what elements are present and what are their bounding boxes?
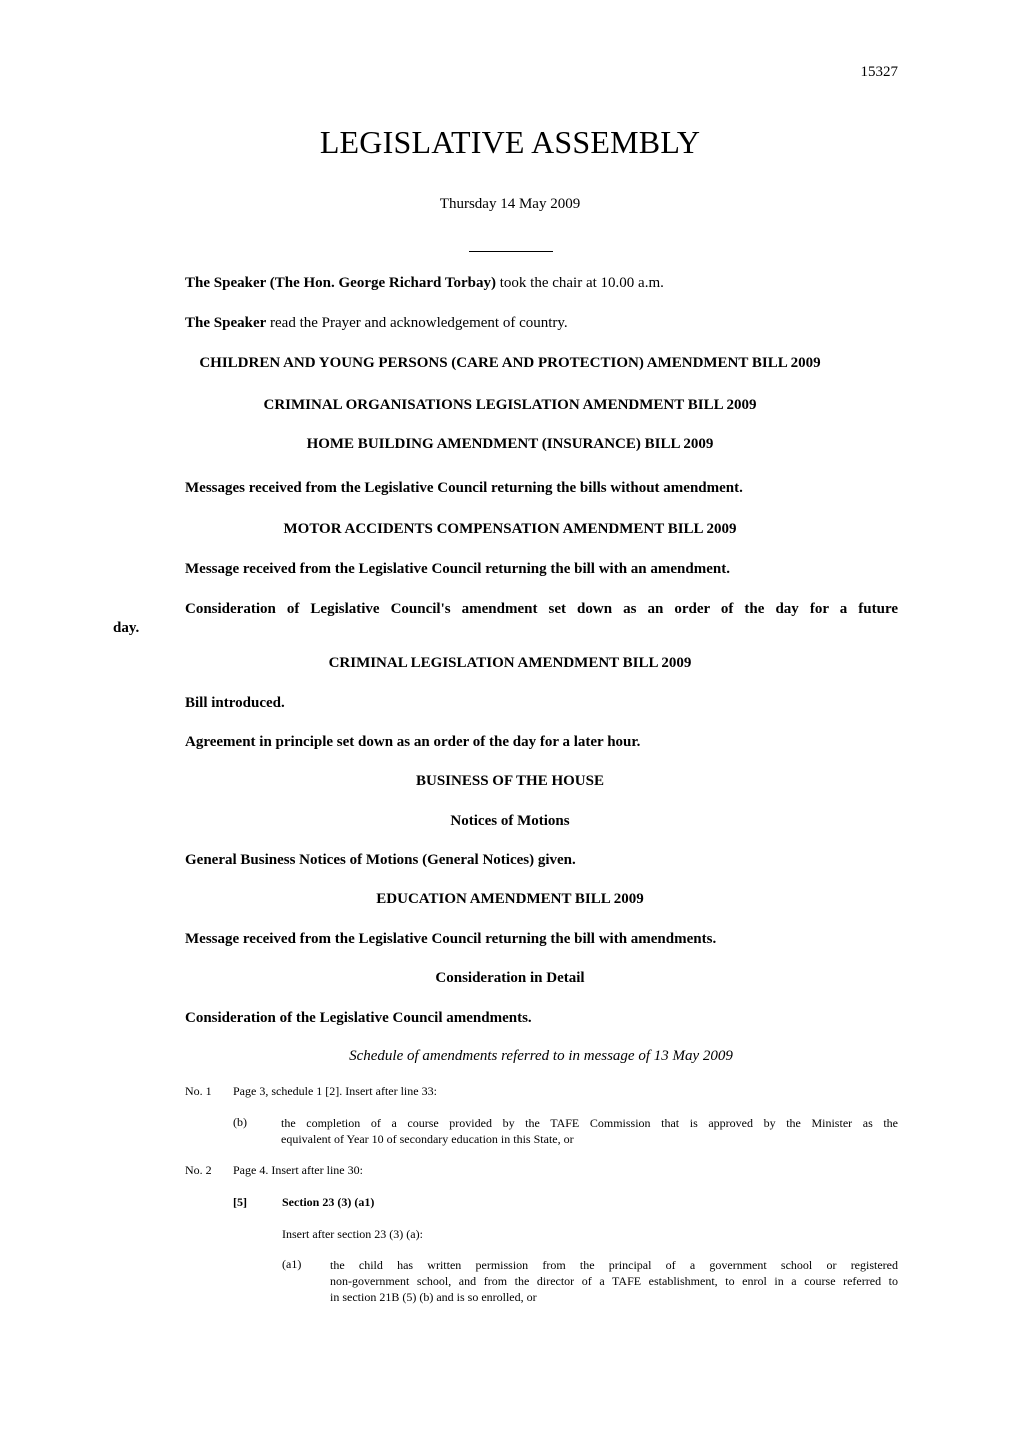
heading-education-bill: EDUCATION AMENDMENT BILL 2009: [376, 891, 644, 907]
heading-criminal-org-bill: CRIMINAL ORGANISATIONS LEGISLATION AMENDMENT BILL 2009: [263, 397, 757, 413]
heading-home-building-bill: HOME BUILDING AMENDMENT (INSURANCE) BILL 2009: [306, 436, 714, 452]
general-notices: General Business Notices of Motions (General Notices) given.: [185, 852, 576, 868]
item-b-line-2: equivalent of Year 10 of secondary education in this State, or: [281, 1132, 574, 1146]
item-a1-line-1: the child has written permission from the principal of a government school or registered: [330, 1258, 898, 1272]
schedule-no2-text: Page 4. Insert after line 30:: [233, 1163, 363, 1177]
agreement-in-principle: Agreement in principle set down as an order of the day for a later hour.: [185, 734, 641, 750]
item-a1-label: (a1): [282, 1257, 302, 1271]
speaker-name: The Speaker (The Hon. George Richard Torbay): [185, 275, 496, 291]
speaker-label: The Speaker: [185, 315, 267, 331]
schedule-no2-label: No. 2: [185, 1163, 212, 1177]
divider: [469, 251, 553, 252]
item-5-text: Section 23 (3) (a1): [282, 1195, 375, 1209]
insert-after-text: Insert after section 23 (3) (a):: [282, 1227, 423, 1241]
page-title: LEGISLATIVE ASSEMBLY: [319, 124, 701, 160]
item-a1-text: [330, 1257, 898, 1305]
speaker-chair-paragraph: [185, 275, 664, 292]
heading-motor-accidents-bill: MOTOR ACCIDENTS COMPENSATION AMENDMENT BILL 2009: [283, 521, 737, 537]
speaker-prayer-paragraph: [185, 315, 568, 332]
messages-no-amendment: Messages received from the Legislative Council returning the bills without amendment.: [185, 480, 743, 496]
heading-consideration-detail: Consideration in Detail: [435, 970, 585, 986]
heading-criminal-legislation-bill: CRIMINAL LEGISLATION AMENDMENT BILL 2009: [328, 655, 692, 671]
heading-business-of-house: BUSINESS OF THE HOUSE: [416, 773, 604, 789]
speaker-prayer-text: read the Prayer and acknowledgement of country.: [266, 315, 568, 331]
schedule-no1-label: No. 1: [185, 1084, 212, 1098]
item-b-text: [281, 1115, 898, 1147]
sitting-date: Thursday 14 May 2009: [439, 196, 581, 212]
heading-children-bill: CHILDREN AND YOUNG PERSONS (CARE AND PROTECTION) AMENDMENT BILL 2009: [199, 355, 821, 371]
consideration-lc-amendments: Consideration of the Legislative Council amendments.: [185, 1010, 532, 1026]
speaker-chair-text: took the chair at 10.00 a.m.: [496, 275, 664, 291]
consideration-line-2: day.: [113, 620, 140, 636]
consideration-line-1: Consideration of Legislative Council's amendment set down as an order of the day for a future: [185, 601, 898, 617]
item-a1-line-3: in section 21B (5) (b) and is so enrolled, or: [330, 1290, 537, 1304]
page-number: 15327: [860, 64, 898, 80]
schedule-heading: Schedule of amendments referred to in message of 13 May 2009: [349, 1048, 733, 1064]
schedule-no1-text: Page 3, schedule 1 [2]. Insert after line 33:: [233, 1084, 437, 1098]
item-b-line-1: the completion of a course provided by the TAFE Commission that is approved by the Minister as the: [281, 1116, 898, 1130]
item-a1-line-2: non-government school, and from the director of a TAFE establishment, to enrol in a course referred to: [330, 1274, 898, 1288]
bill-introduced: Bill introduced.: [185, 695, 285, 711]
message-one-amendment: Message received from the Legislative Council returning the bill with an amendment.: [185, 561, 730, 577]
heading-notices-of-motions: Notices of Motions: [450, 813, 570, 829]
message-amendments: Message received from the Legislative Council returning the bill with amendments.: [185, 931, 717, 947]
item-b-label: (b): [233, 1115, 247, 1129]
item-5-label: [5]: [233, 1195, 247, 1209]
